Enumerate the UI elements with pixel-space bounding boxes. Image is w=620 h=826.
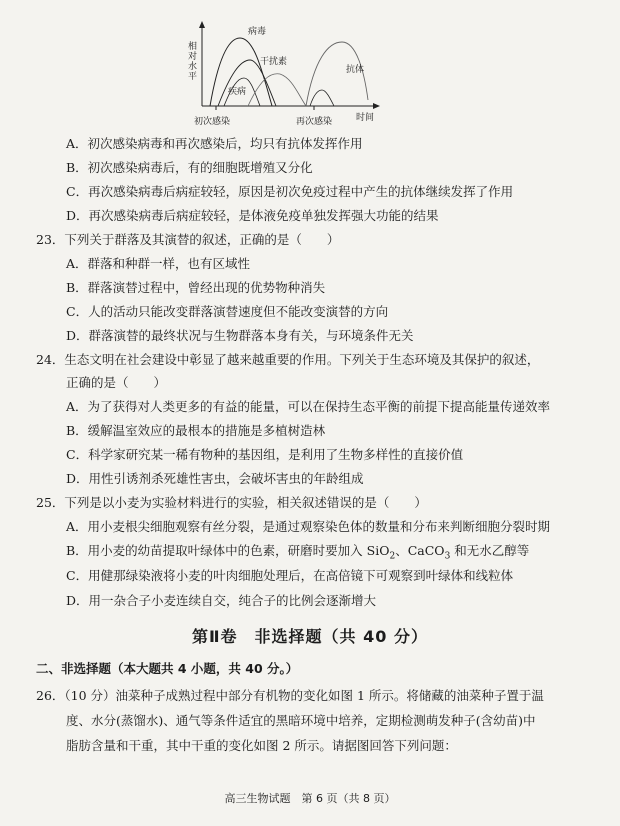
q22-option-d: D．再次感染病毒后病症较轻，是体液免疫单独发挥强大功能的结果 <box>66 208 439 223</box>
first-infection-label: 初次感染 <box>194 117 231 127</box>
page-footer: 高三生物试题 第 6 页（共 8 页） <box>224 792 396 805</box>
q24-stem-line1: 24．生态文明在社会建设中彰显了越来越重要的作用。下列关于生态环境及其保护的叙述， <box>36 352 540 367</box>
part-heading: 二、非选择题（本大题共 4 小题，共 40 分。） <box>36 661 299 676</box>
immune-response-figure <box>188 20 398 132</box>
second-infection-label: 再次感染 <box>296 117 333 127</box>
q23-option-b: B．群落演替过程中，曾经出现的优势物种消失 <box>66 280 326 295</box>
q25-option-b: B．用小麦的幼苗提取叶绿体中的色素，研磨时要加入 SiO$_2$、CaCO$_3$ 和无水乙醇等 <box>66 543 530 562</box>
q23-option-c: C．人的活动只能改变群落演替速度但不能改变演替的方向 <box>66 304 389 319</box>
figure-ylabel: 相对水平 <box>188 42 198 82</box>
q24-option-d: D．用性引诱剂杀死雄性害虫，会破坏害虫的年龄组成 <box>66 471 364 486</box>
q26-line1: 26．（10 分）油菜种子成熟过程中部分有机物的变化如图 1 所示。将储藏的油菜种子置于温 <box>36 688 544 703</box>
q25-option-a: A．用小麦根尖细胞观察有丝分裂，是通过观察染色体的数量和分布来判断细胞分裂时期 <box>66 519 551 534</box>
virus-label: 病毒 <box>248 27 267 37</box>
q25-option-c: C．用健那绿染液将小麦的叶肉细胞处理后，在高倍镜下可观察到叶绿体和线粒体 <box>66 568 514 583</box>
q22-option-b: B．初次感染病毒后，有的细胞既增殖又分化 <box>66 160 313 175</box>
q26-line3: 脂肪含量和干重，其中干重的变化如图 2 所示。请据图回答下列问题： <box>66 738 457 753</box>
q25-option-d: D．用一杂合子小麦连续自交，纯合子的比例会逐渐增大 <box>66 593 377 608</box>
q24-option-c: C．科学家研究某一稀有物种的基因组，是利用了生物多样性的直接价值 <box>66 447 464 462</box>
y-axis-arrow <box>199 21 205 28</box>
q24-stem-line2: 正确的是（ ） <box>66 375 167 390</box>
q23-stem: 23．下列关于群落及其演替的叙述，正确的是（ ） <box>36 232 340 247</box>
x-axis-arrow <box>373 103 380 109</box>
q22-option-c: C．再次感染病毒后病症较轻，原因是初次免疫过程中产生的抗体继续发挥了作用 <box>66 184 514 199</box>
immune-curve-chart <box>188 20 398 132</box>
time-label: 时间 <box>356 113 375 123</box>
q24-option-a: A．为了获得对人类更多的有益的能量，可以在保持生态平衡的前提下提高能量传递效率 <box>66 399 551 414</box>
section-title: 第Ⅱ卷 非选择题（共 40 分） <box>192 627 428 646</box>
interferon-label: 干扰素 <box>260 57 288 67</box>
disease-label: 疾病 <box>228 87 247 97</box>
antibody-label: 抗体 <box>346 65 365 75</box>
q24-option-b: B．缓解温室效应的最根本的措施是多植树造林 <box>66 423 326 438</box>
q22-option-a: A．初次感染病毒和再次感染后，均只有抗体发挥作用 <box>66 136 363 151</box>
antibody-curve-first <box>248 74 306 106</box>
virus-curve-second <box>310 90 334 106</box>
q25-stem: 25．下列是以小麦为实验材料进行的实验，相关叙述错误的是（ ） <box>36 495 427 510</box>
q23-option-a: A．群落和种群一样，也有区域性 <box>66 256 251 271</box>
q23-option-d: D．群落演替的最终状况与生物群落本身有关，与环境条件无关 <box>66 328 414 343</box>
q26-line2: 度、水分(蒸馏水)、通气等条件适宜的黑暗环境中培养，定期检测萌发种子(含幼苗)中 <box>66 713 536 728</box>
